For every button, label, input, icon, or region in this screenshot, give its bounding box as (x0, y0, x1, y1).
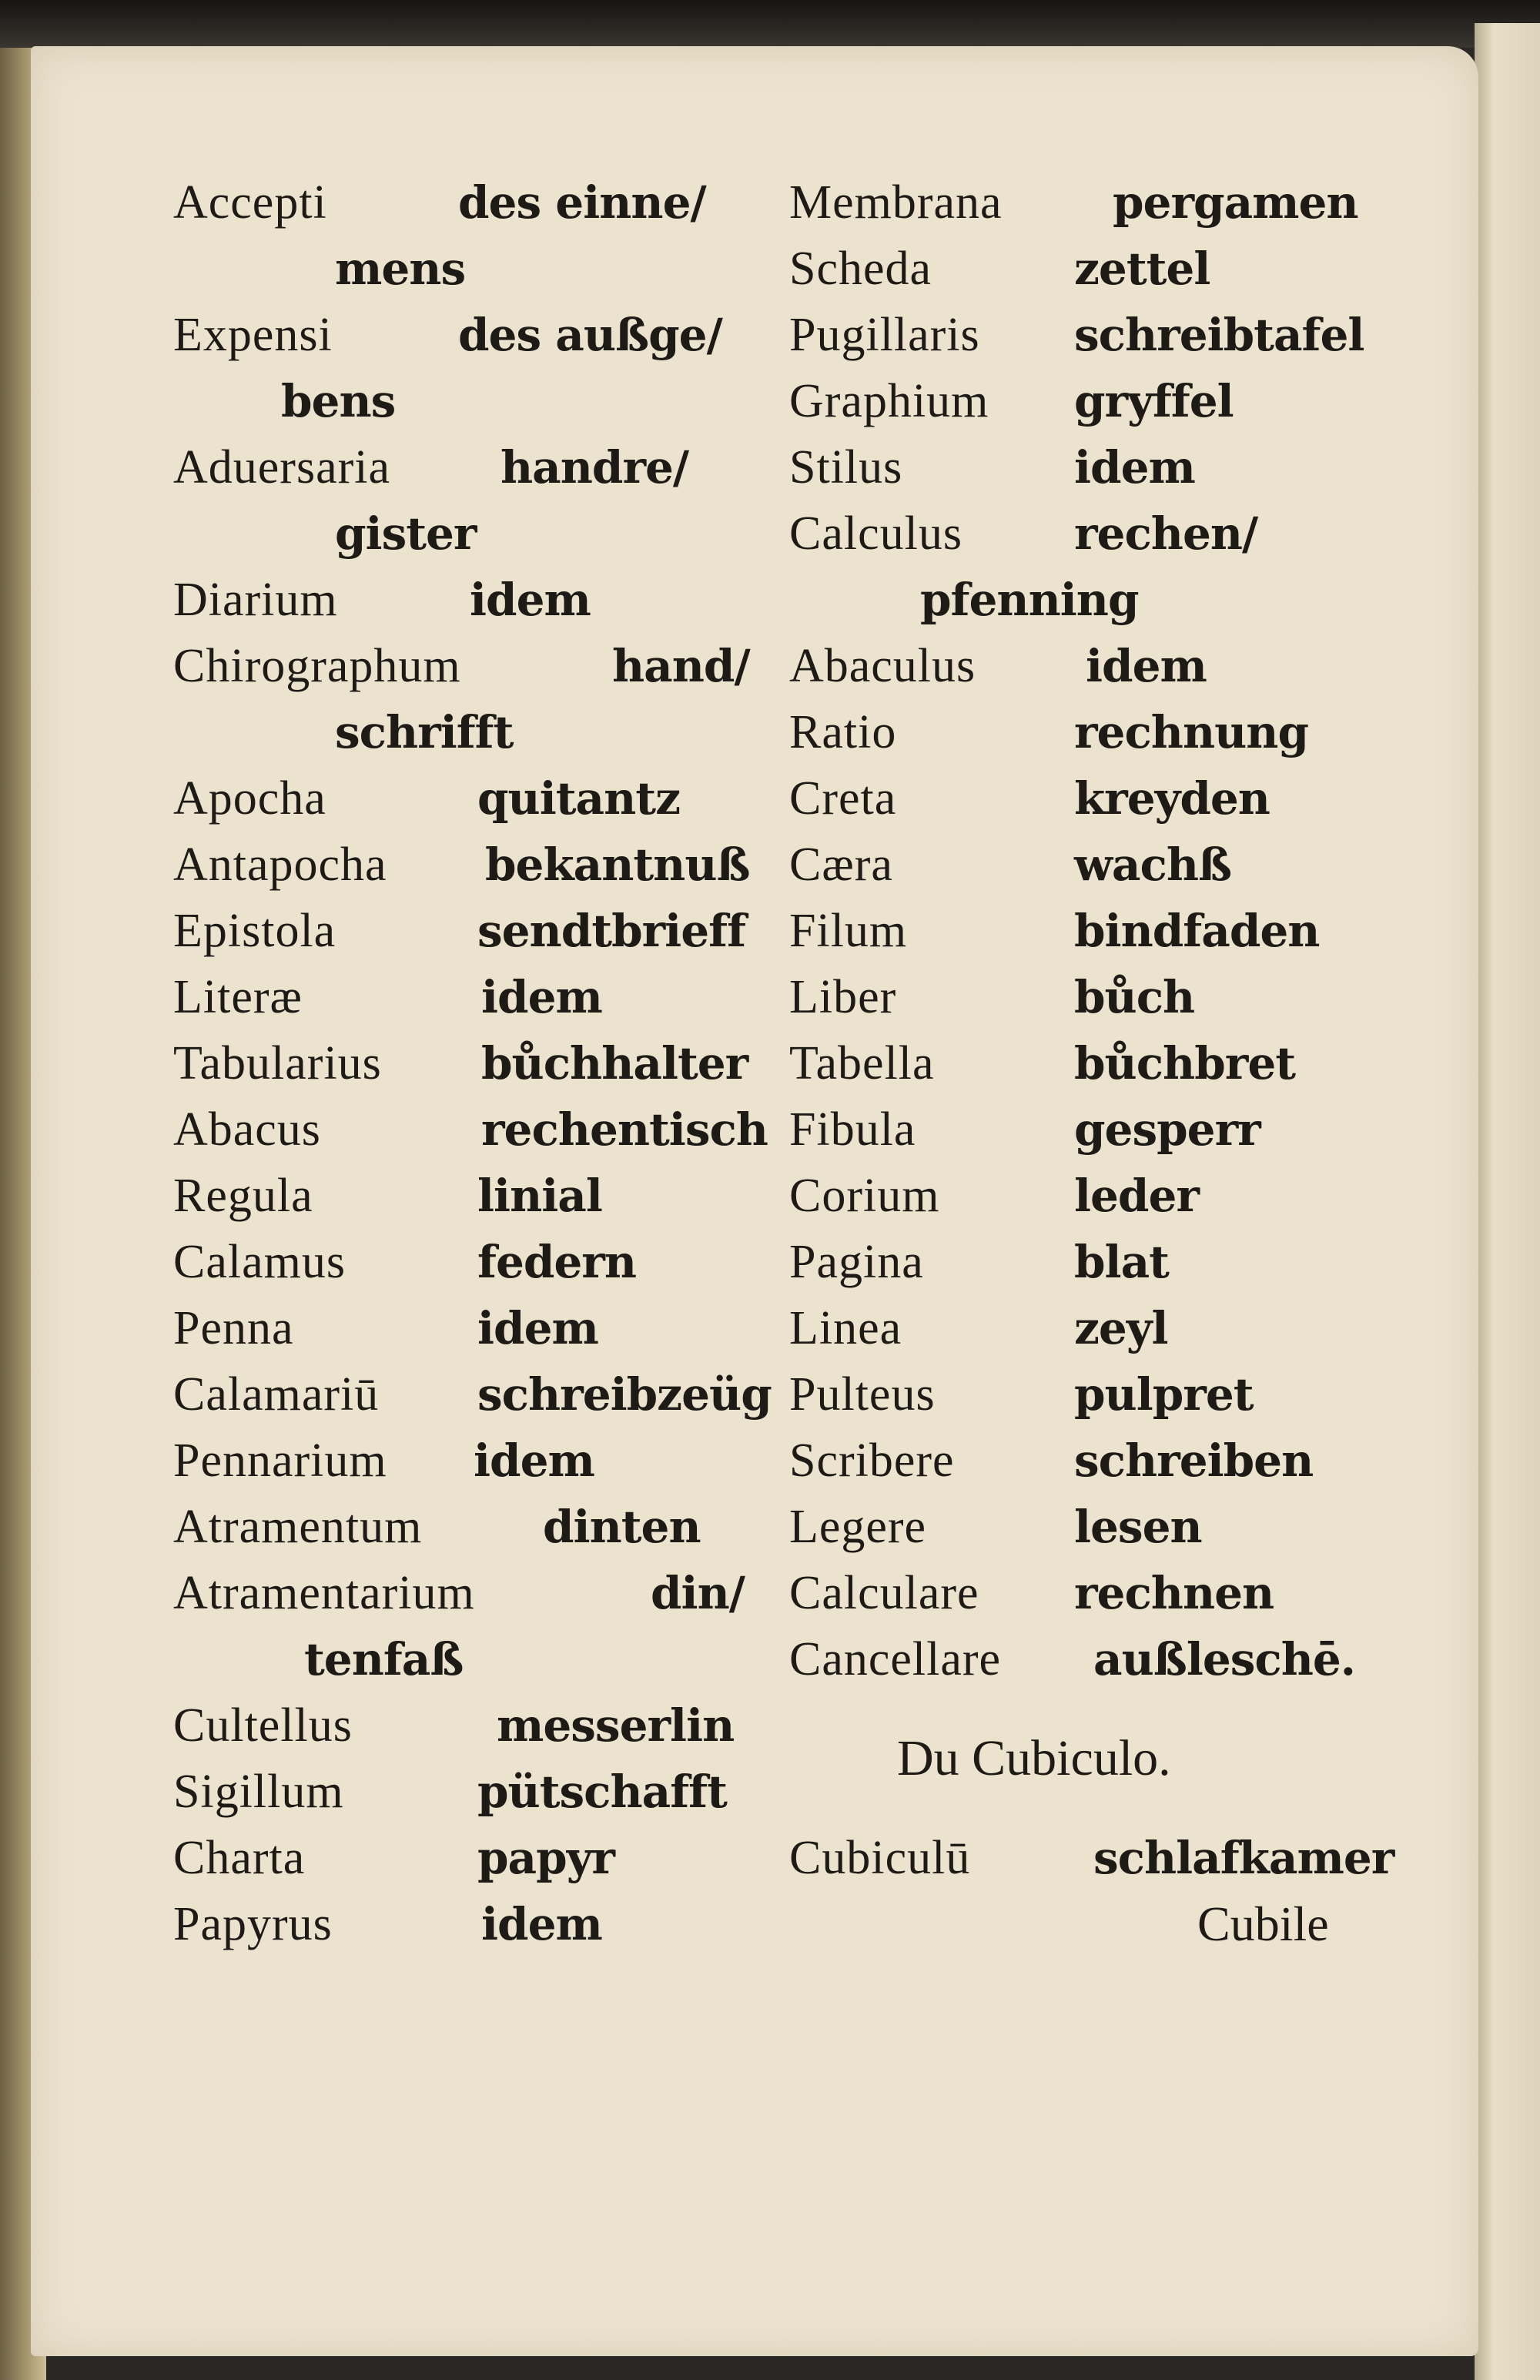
vocab-entry (789, 1163, 1398, 1229)
latin-word: Liber (789, 971, 897, 1023)
german-word: wachß (1074, 839, 1232, 891)
german-word: papyr (477, 1832, 614, 1884)
vocab-entry (173, 1428, 782, 1494)
german-word: des außge/ (458, 309, 722, 361)
facing-page-edge (1475, 23, 1540, 2380)
latin-word: Calculare (789, 1567, 979, 1619)
latin-word: Calamariū (173, 1368, 380, 1421)
german-word: idem (481, 971, 602, 1023)
vocab-entry (173, 1759, 782, 1825)
german-word: gesperr (1074, 1103, 1260, 1156)
latin-word: Accepti (173, 176, 327, 229)
german-word: bůch (1074, 971, 1195, 1023)
vocab-entry (789, 1428, 1398, 1494)
vocab-entry (789, 1361, 1398, 1428)
german-word: kreyden (1074, 772, 1270, 825)
german-word: blat (1074, 1236, 1169, 1288)
german-word: zettel (1074, 243, 1210, 295)
german-word: hand/ (612, 640, 750, 692)
vocab-entry (789, 567, 1398, 633)
german-word: schreibzeüg (477, 1368, 772, 1421)
vocab-entry (789, 898, 1398, 964)
vocab-entry (789, 500, 1398, 567)
latin-word: Aduersaria (173, 441, 390, 494)
latin-word: Filum (789, 905, 908, 957)
catchword: Cubile (1197, 1896, 1329, 1951)
latin-word: Linea (789, 1302, 902, 1354)
vocab-entry (789, 1626, 1398, 1692)
german-word: idem (470, 574, 591, 626)
vocab-entry (173, 1361, 782, 1428)
latin-word: Tabella (789, 1037, 935, 1090)
vocab-entry (173, 434, 782, 500)
latin-word: Atramentum (173, 1501, 423, 1553)
vocab-entry (789, 832, 1398, 898)
german-word: sendtbrieff (477, 905, 746, 957)
vocab-entry (173, 1494, 782, 1560)
german-word: bůchbret (1074, 1037, 1296, 1090)
vocab-entry (173, 1295, 782, 1361)
german-word: außleschē. (1093, 1633, 1355, 1685)
latin-word: Cæra (789, 839, 893, 891)
vocab-entry (789, 236, 1398, 302)
german-word: messerlin (497, 1699, 735, 1752)
german-word: pergamen (1113, 176, 1358, 229)
vocab-entry (789, 964, 1398, 1030)
vocab-entry (173, 302, 782, 368)
latin-word: Fibula (789, 1103, 916, 1156)
german-word: bůchhalter (481, 1037, 748, 1090)
german-word: bindfaden (1074, 905, 1320, 957)
vocab-entry (789, 169, 1398, 236)
latin-word: Sigillum (173, 1766, 344, 1818)
german-word: idem (1074, 441, 1195, 494)
latin-word: Literæ (173, 971, 303, 1023)
german-word: idem (474, 1434, 594, 1487)
german-word: gryffel (1074, 375, 1234, 427)
german-word: pütschafft (477, 1766, 727, 1818)
latin-word: Graphium (789, 375, 989, 427)
vocab-entry (173, 765, 782, 832)
section-heading: Du Cubiculo. (897, 1730, 1171, 1786)
latin-word: Chirographum (173, 640, 461, 692)
latin-word: Corium (789, 1170, 940, 1222)
german-word: schreiben (1074, 1434, 1314, 1487)
vocab-entry (789, 368, 1398, 434)
latin-word: Expensi (173, 309, 333, 361)
latin-word: Pagina (789, 1236, 924, 1288)
german-word: des einne/ (458, 176, 706, 229)
vocab-entry (173, 1163, 782, 1229)
german-word: federn (477, 1236, 637, 1288)
latin-word: Ratio (789, 706, 897, 758)
vocab-entry (789, 1825, 1398, 1891)
latin-word: Cubiculū (789, 1832, 971, 1884)
german-word-continuation: schrifft (335, 706, 514, 758)
latin-word: Creta (789, 772, 897, 825)
vocab-entry (173, 1626, 782, 1692)
vocab-entry (173, 1692, 782, 1759)
vocab-entry (173, 1825, 782, 1891)
latin-word: Charta (173, 1832, 306, 1884)
german-word: quitantz (477, 772, 681, 825)
vocab-entry (789, 1494, 1398, 1560)
latin-word: Penna (173, 1302, 294, 1354)
german-word: idem (481, 1898, 602, 1950)
german-word: rechentisch (481, 1103, 768, 1156)
vocab-entry (173, 699, 782, 765)
german-word: rechnen (1074, 1567, 1274, 1619)
vocab-entry (173, 832, 782, 898)
latin-word: Membrana (789, 176, 1003, 229)
latin-word: Calculus (789, 507, 962, 560)
german-word: lesen (1074, 1501, 1202, 1553)
latin-word: Stilus (789, 441, 903, 494)
german-word: pulpret (1074, 1368, 1254, 1421)
vocab-entry (173, 633, 782, 699)
vocab-entry (173, 1560, 782, 1626)
latin-word: Abacus (173, 1103, 321, 1156)
german-word-continuation: bens (281, 375, 396, 427)
latin-word: Tabularius (173, 1037, 382, 1090)
vocab-entry (173, 1030, 782, 1096)
vocab-entry (789, 633, 1398, 699)
latin-word: Abaculus (789, 640, 976, 692)
vocab-entry (789, 1560, 1398, 1626)
latin-word: Scribere (789, 1434, 955, 1487)
german-word-continuation: tenfaß (304, 1633, 464, 1685)
vocab-entry (789, 699, 1398, 765)
german-word: linial (477, 1170, 602, 1222)
german-word: idem (1086, 640, 1207, 692)
vocab-entry (173, 368, 782, 434)
right-column (789, 169, 1398, 1957)
german-word: din/ (651, 1567, 745, 1619)
german-word: handre/ (500, 441, 689, 494)
german-word: schlafkamer (1093, 1832, 1394, 1884)
latin-word: Atramentarium (173, 1567, 475, 1619)
vocab-entry (789, 1096, 1398, 1163)
german-word: schreibtafel (1074, 309, 1364, 361)
vocab-entry (789, 765, 1398, 832)
latin-word: Pugillaris (789, 309, 980, 361)
german-word-continuation: pfenning (920, 574, 1139, 626)
german-word: bekantnuß (485, 839, 750, 891)
vocab-entry (173, 1096, 782, 1163)
vocab-entry (789, 302, 1398, 368)
vocab-entry (173, 169, 782, 236)
vocab-entry (173, 236, 782, 302)
latin-word: Legere (789, 1501, 927, 1553)
german-word: rechnung (1074, 706, 1309, 758)
german-word: leder (1074, 1170, 1199, 1222)
vocab-entry (789, 1030, 1398, 1096)
vocab-entry (173, 898, 782, 964)
vocab-entry (789, 1295, 1398, 1361)
vocab-entry (173, 567, 782, 633)
vocab-entry (173, 500, 782, 567)
german-word: dinten (543, 1501, 701, 1553)
german-word-continuation: gister (335, 507, 477, 560)
latin-word: Calamus (173, 1236, 346, 1288)
german-word-continuation: mens (335, 243, 466, 295)
vocab-entry (789, 434, 1398, 500)
catchword-row (789, 1891, 1398, 1957)
german-word: zeyl (1074, 1302, 1168, 1354)
left-column (173, 169, 782, 1957)
latin-word: Pennarium (173, 1434, 387, 1487)
latin-word: Scheda (789, 243, 932, 295)
latin-word: Papyrus (173, 1898, 333, 1950)
vocab-entry (173, 964, 782, 1030)
top-edge (0, 0, 1540, 48)
latin-word: Cultellus (173, 1699, 353, 1752)
vocab-entry (173, 1229, 782, 1295)
latin-word: Antapocha (173, 839, 387, 891)
vocab-entry (789, 1229, 1398, 1295)
latin-word: Epistola (173, 905, 336, 957)
latin-word: Diarium (173, 574, 338, 626)
latin-word: Cancellare (789, 1633, 1002, 1685)
latin-word: Pulteus (789, 1368, 936, 1421)
german-word: rechen/ (1074, 507, 1258, 560)
vocab-entry (173, 1891, 782, 1957)
latin-word: Regula (173, 1170, 313, 1222)
german-word: idem (477, 1302, 598, 1354)
latin-word: Apocha (173, 772, 326, 825)
